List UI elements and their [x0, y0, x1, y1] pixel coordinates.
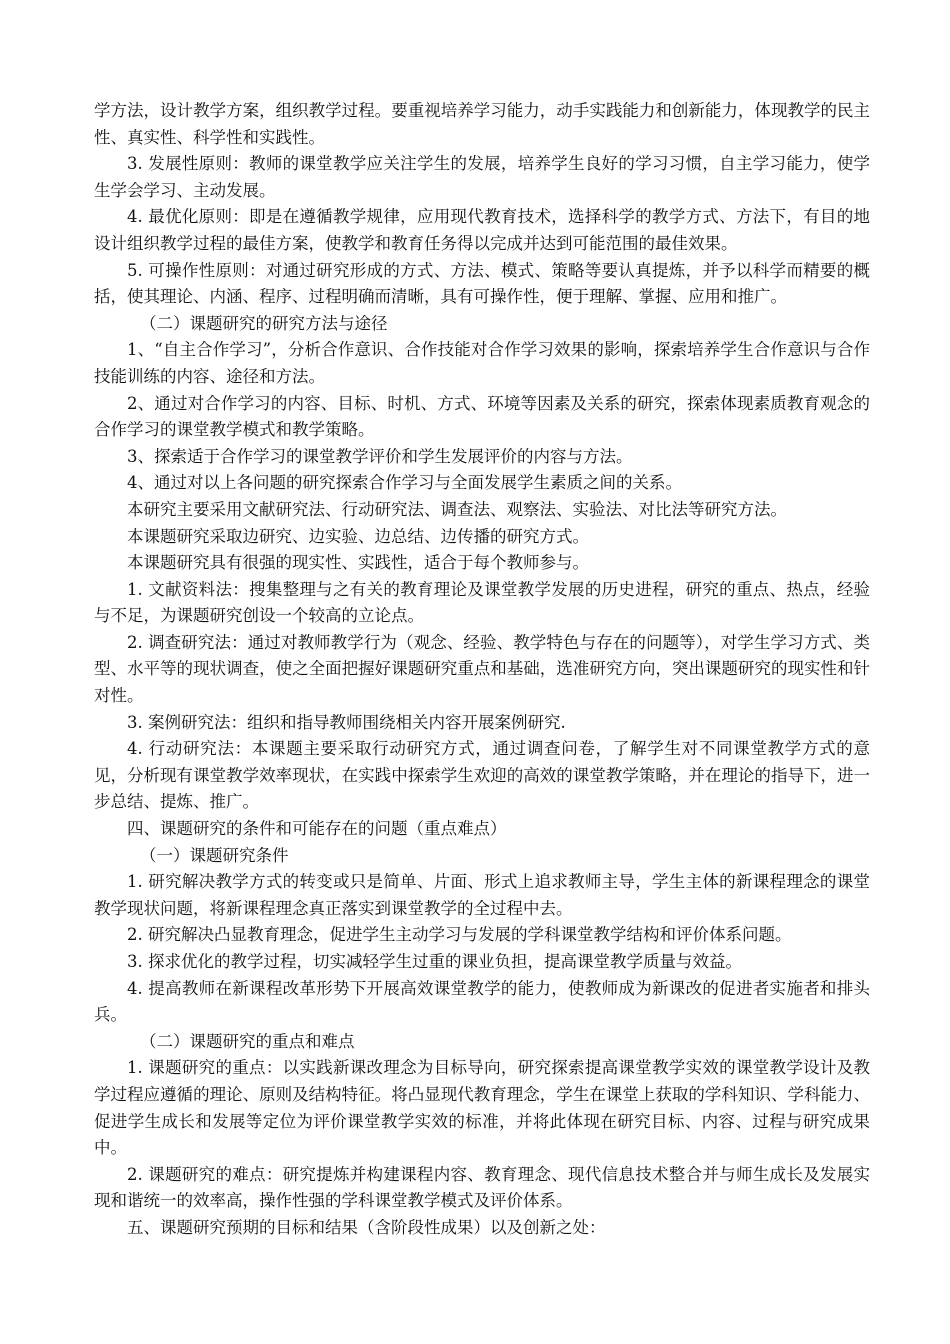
paragraph: 2、通过对合作学习的内容、目标、时机、方式、环境等因素及关系的研究，探索体现素质教育观念的合作学习的课堂教学模式和教学策略。: [94, 393, 870, 440]
paragraph: 3. 探求优化的教学过程，切实减轻学生过重的课业负担，提高课堂教学质量与效益。: [127, 952, 742, 971]
paragraph: 4. 行动研究法：本课题主要采取行动研究方式，通过调查问卷，了解学生对不同课堂教学方式的意见，分析现有课堂教学效率现状，在实践中探索学生欢迎的高效的课堂教学策略，并在理论的指导下，进一步总结、提炼、推广。: [94, 739, 870, 812]
paragraph: 3. 案例研究法：组织和指导教师围绕相关内容开展案例研究.: [127, 712, 566, 732]
paragraph: 5. 可操作性原则：对通过研究形成的方式、方法、模式、策略等要认真提炼，并予以科学而精要的概括，使其理论、内涵、程序、过程明确而清晰，具有可操作性，便于理解、掌握、应用和推广。: [94, 260, 870, 307]
paragraph: 本研究主要采用文献研究法、行动研究法、调查法、观察法、实验法、对比法等研究方法。: [127, 499, 787, 519]
paragraph: 4. 最优化原则：即是在遵循教学规律，应用现代教育技术，选择科学的教学方式、方法下，有目的地设计组织教学过程的最佳方案，使教学和教育任务得以完成并达到可能范围的最佳效果。: [94, 207, 870, 253]
section-heading: （二）课题研究的重点和难点: [140, 1031, 355, 1051]
section-heading: （二）课题研究的研究方法与途径: [140, 313, 388, 333]
paragraph: 1. 研究解决教学方式的转变或只是简单、片面、形式上追求教师主导，学生主体的新课程理念的课堂教学现状问题，将新课程理念真正落实到课堂教学的全过程中去。: [94, 872, 870, 918]
paragraph: 2. 课题研究的难点：研究提炼并构建课程内容、教育理念、现代信息技术整合并与师生成长及发展实现和谐统一的效率高，操作性强的学科课堂教学模式及评价体系。: [94, 1164, 870, 1211]
paragraph: 1. 文献资料法：搜集整理与之有关的教育理论及课堂教学发展的历史进程，研究的重点、热点，经验与不足，为课题研究创设一个较高的立论点。: [94, 579, 870, 626]
section-heading: 四、课题研究的条件和可能存在的问题（重点难点）: [127, 819, 507, 839]
paragraph: 1. 课题研究的重点：以实践新课改理念为目标导向，研究探索提高课堂教学实效的课堂教学设计及教学过程应遵循的理论、原则及结构特征。将凸显现代教育理念，学生在课堂上获取的学科知识、学科能力、促进学生成长和发展等定位为评价课堂教学实效的标准，并将此体现在研究目标、内容、过程与研究成果中。: [94, 1058, 870, 1158]
paragraph: 2. 研究解决凸显教育理念，促进学生主动学习与发展的学科课堂教学结构和评价体系问题。: [127, 925, 792, 945]
paragraph: 本课题研究采取边研究、边实验、边总结、边传播的研究方式。: [127, 526, 589, 546]
section-heading: （一）课题研究条件: [140, 845, 289, 865]
paragraph: 1、“自主合作学习”，分析合作意识、合作技能对合作学习效果的影响，探索培养学生合作意识与合作技能训练的内容、途径和方法。: [94, 340, 870, 386]
section-heading: 五、课题研究预期的目标和结果（含阶段性成果）以及创新之处：: [127, 1217, 606, 1237]
paragraph: 学方法，设计教学方案，组织教学过程。要重视培养学习能力，动手实践能力和创新能力，体现教学的民主性、真实性、科学性和实践性。: [94, 101, 870, 147]
document-page: [94, 98, 870, 1242]
paragraph: 4. 提高教师在新课程改革形势下开展高效课堂教学的能力，使教师成为新课改的促进者实施者和排头兵。: [94, 978, 870, 1025]
paragraph: 3、探索适于合作学习的课堂教学评价和学生发展评价的内容与方法。: [127, 446, 633, 466]
paragraph: 4、通过对以上各问题的研究探索合作学习与全面发展学生素质之间的关系。: [127, 473, 682, 493]
paragraph: 2. 调查研究法：通过对教师教学行为（观念、经验、教学特色与存在的问题等），对学生学习方式、类型、水平等的现状调查，使之全面把握好课题研究重点和基础，选准研究方向，突出课题研究的现实性和针对性。: [94, 632, 870, 706]
paragraph: 3. 发展性原则：教师的课堂教学应关注学生的发展，培养学生良好的学习习惯，自主学习能力，使学生学会学习、主动发展。: [94, 154, 870, 200]
paragraph: 本课题研究具有很强的现实性、实践性，适合于每个教师参与。: [127, 553, 589, 573]
